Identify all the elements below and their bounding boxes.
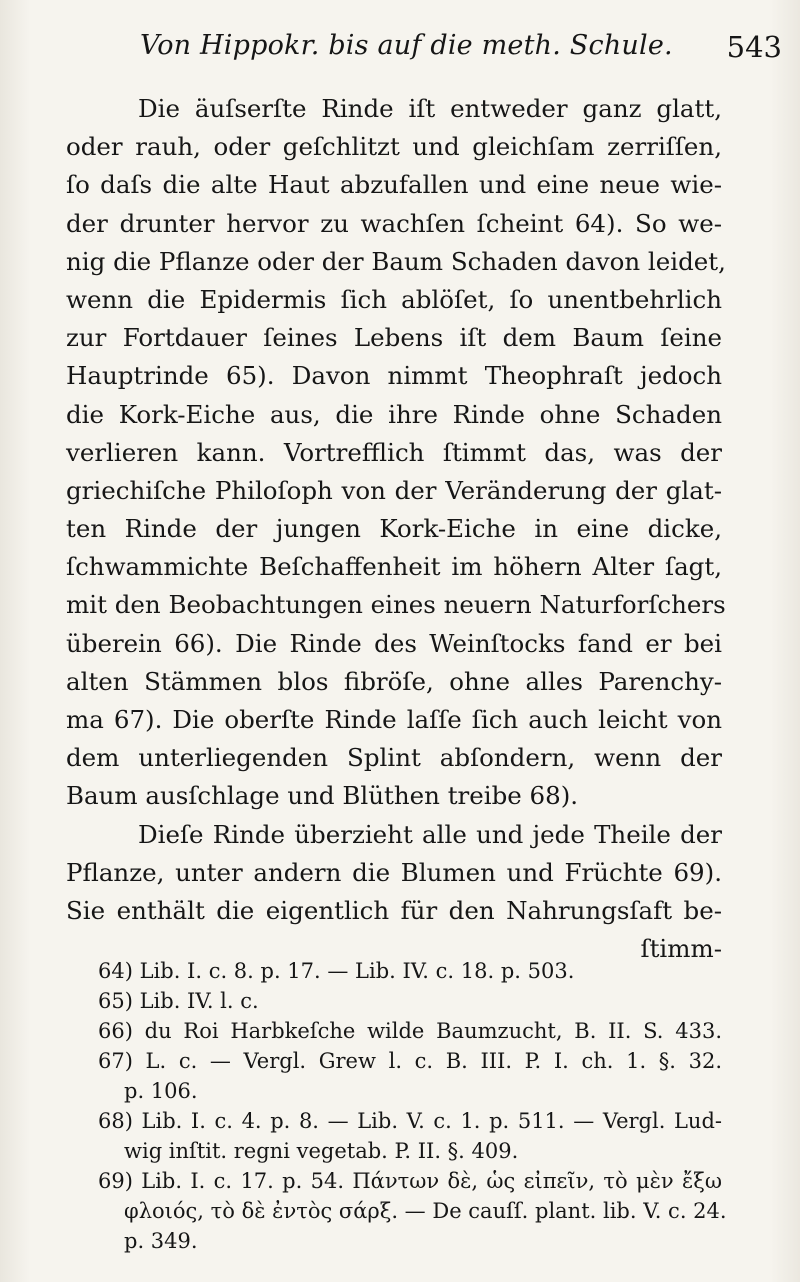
- text-line: alten Stämmen blos fibröſe, ohne alles Parenchy-: [66, 666, 722, 696]
- text-line: ma 67). Die oberſte Rinde laſſe ſich auch leicht von: [66, 705, 722, 734]
- footnote-continuation: wig inſtit. regni vegetab. P. II. §. 409.: [124, 1139, 519, 1163]
- text-line: griechiſche Philoſoph von der Veränderung der glat-: [66, 475, 722, 505]
- running-head: [0, 30, 800, 70]
- text-line: Dieſe Rinde überzieht alle und jede Theile der: [138, 819, 722, 849]
- text-line: der drunter hervor zu wachſen ſcheint 64). So we-: [66, 208, 722, 238]
- text-line: ſo daſs die alte Haut abzufallen und eine neue wie-: [66, 170, 722, 200]
- footnote: 68) Lib. I. c. 4. p. 8. — Lib. V. c. 1. p. 511. — Vergl. Lud-: [98, 1109, 722, 1133]
- text-line: Baum ausſchlage und Blüthen treibe 68).: [66, 781, 579, 811]
- footnotes: [98, 956, 727, 1256]
- text-line: zur Fortdauer ſeines Lebens iſt dem Baum ſeine: [66, 323, 722, 353]
- footnote: 64) Lib. I. c. 8. p. 17. — Lib. IV. c. 18. p. 503.: [98, 959, 575, 983]
- text-line: Sie enthält die eigentlich für den Nahrungsſaft be-: [66, 895, 722, 925]
- page-number: 543: [726, 30, 782, 64]
- text-line: überein 66). Die Rinde des Weinſtocks fand er bei: [66, 628, 722, 658]
- text-line: nig die Pflanze oder der Baum Schaden davon leidet,: [66, 246, 726, 276]
- text-line: Hauptrinde 65). Davon nimmt Theophraſt jedoch: [66, 361, 722, 391]
- footnote: 66) du Roi Harbkeſche wilde Baumzucht, B. II. S. 433.: [98, 1019, 722, 1043]
- footnote: 67) L. c. — Vergl. Grew l. c. B. III. P. I. ch. 1. §. 32.: [98, 1049, 722, 1073]
- footnote-continuation: φλοιός, τὸ δὲ ἐντὸς σάρξ. — De cauſſ. plant. lib. V. c. 24.: [124, 1199, 727, 1223]
- text-line: wenn die Epidermis ſich ablöſet, ſo unentbehrlich: [66, 284, 722, 314]
- text-line: ſchwammichte Beſchaffenheit im höhern Alter ſagt,: [66, 552, 722, 582]
- text-line: Die äuſserſte Rinde iſt entweder ganz glatt,: [138, 94, 722, 123]
- footnote: 69) Lib. I. c. 17. p. 54. Πάντων δὲ, ὡς εἰπεῖν, τὸ μὲν ἔξω: [98, 1169, 722, 1193]
- running-head-title: Von Hippokr. bis auf die meth. Schule.: [140, 30, 673, 61]
- text-line: dem unterliegenden Splint abſondern, wenn der: [66, 743, 722, 773]
- footnote-continuation: p. 349.: [124, 1229, 198, 1253]
- main-text: [66, 90, 726, 968]
- text-line: die Kork-Eiche aus, die ihre Rinde ohne Schaden: [66, 399, 722, 429]
- text-line: ten Rinde der jungen Kork-Eiche in eine dicke,: [66, 514, 722, 544]
- text-line: mit den Beobachtungen eines neuern Naturforſchers: [66, 590, 726, 620]
- catchword: ſtimm-: [640, 934, 722, 964]
- text-line: verlieren kann. Vortrefflich ſtimmt das, was der: [66, 437, 722, 467]
- footnote-continuation: p. 106.: [124, 1079, 198, 1103]
- text-line: Pflanze, unter andern die Blumen und Früchte 69).: [66, 857, 722, 887]
- text-line: oder rauh, oder geſchlitzt und gleichſam zerriſſen,: [66, 132, 722, 162]
- footnote: 65) Lib. IV. l. c.: [98, 989, 259, 1013]
